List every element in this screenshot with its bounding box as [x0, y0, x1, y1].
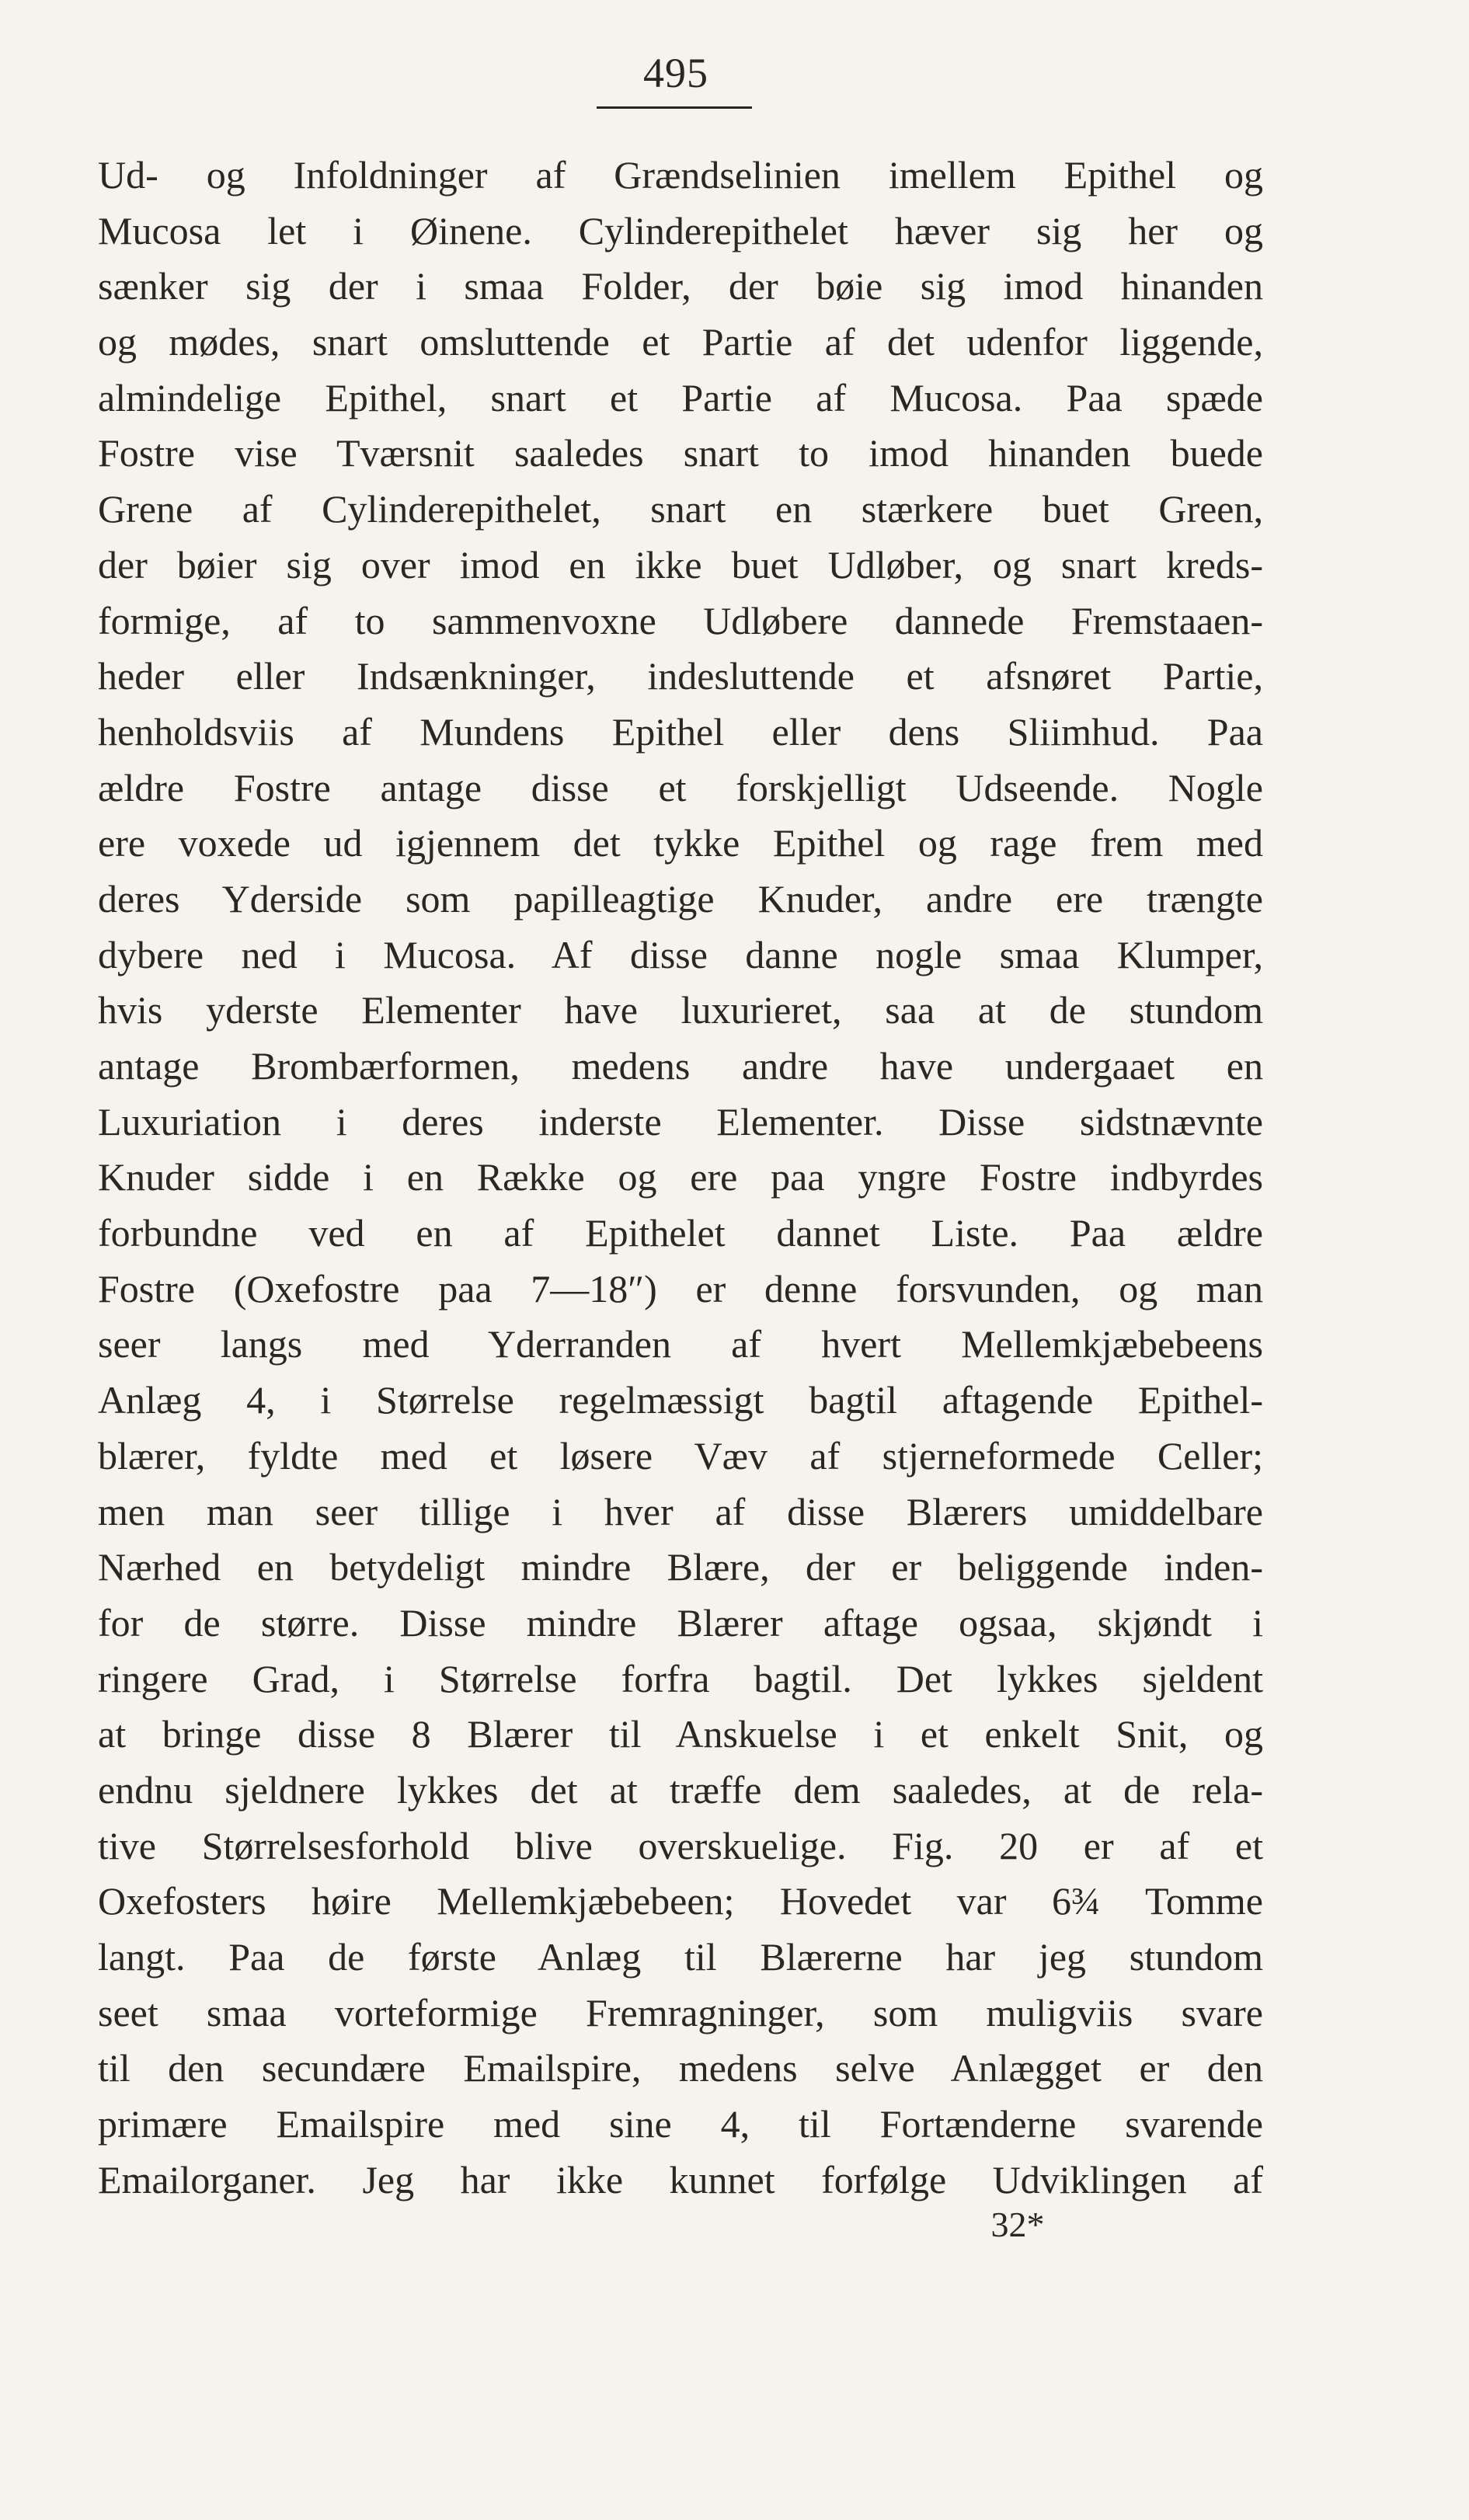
text-line: seet smaa vorteformige Fremragninger, som muligviis svare: [98, 1990, 1263, 2034]
text-line: der bøier sig over imod en ikke buet Udløber, og snart kreds-: [98, 542, 1263, 586]
text-line: Fostre (Oxefostre paa 7—18″) er denne forsvunden, og man: [98, 1266, 1263, 1310]
text-line: til den secundære Emailspire, medens selve Anlægget er den: [98, 2046, 1263, 2090]
page-number: 495: [643, 50, 708, 96]
text-line: henholdsviis af Mundens Epithel eller dens Sliimhud. Paa: [98, 709, 1263, 754]
signature-mark: 32*: [990, 2205, 1045, 2244]
text-line: for de større. Disse mindre Blærer aftage ogsaa, skjøndt i: [98, 1600, 1263, 1645]
text-line: Oxefosters høire Mellemkjæbebeen; Hovedet var 6¾ Tomme: [98, 1879, 1263, 1923]
text-line: primære Emailspire med sine 4, til Fortænderne svarende: [98, 2102, 1263, 2146]
text-line: Luxuriation i deres inderste Elementer. Disse sidstnævnte: [98, 1099, 1263, 1143]
text-line: blærer, fyldte med et løsere Væv af stjerneformede Celler;: [98, 1433, 1263, 1478]
text-line: men man seer tillige i hver af disse Blærers umiddelbare: [98, 1489, 1263, 1533]
text-line: Grene af Cylinderepithelet, snart en stærkere buet Green,: [98, 487, 1263, 531]
page-number-rule: [597, 106, 752, 109]
text-line: seer langs med Yderranden af hvert Mellemkjæbebeens: [98, 1322, 1263, 1366]
text-line: sænker sig der i smaa Folder, der bøie sig imod hinanden: [98, 264, 1263, 308]
text-line: ældre Fostre antage disse et forskjelligt Udseende. Nogle: [98, 765, 1263, 809]
text-line: almindelige Epithel, snart et Partie af Mucosa. Paa spæde: [98, 375, 1263, 419]
text-line: Anlæg 4, i Størrelse regelmæssigt bagtil aftagende Epithel-: [98, 1378, 1263, 1422]
text-line: Emailorganer. Jeg har ikke kunnet forfølge Udviklingen af: [98, 2157, 1263, 2202]
text-line: at bringe disse 8 Blærer til Anskuelse i et enkelt Snit, og: [98, 1712, 1263, 1756]
text-line: ere voxede ud igjennem det tykke Epithel og rage frem med: [98, 821, 1263, 865]
text-line: og mødes, snart omsluttende et Partie af det udenfor liggende,: [98, 320, 1263, 364]
body-text: [98, 148, 1263, 2208]
text-line: tive Størrelsesforhold blive overskuelige. Fig. 20 er af et: [98, 1823, 1263, 1867]
text-line: Mucosa let i Øinene. Cylinderepithelet hæver sig her og: [98, 208, 1263, 252]
text-line: deres Yderside som papilleagtige Knuder, andre ere trængte: [98, 876, 1263, 921]
text-line: Nærhed en betydeligt mindre Blære, der er beliggende inden-: [98, 1545, 1263, 1589]
text-line: formige, af to sammenvoxne Udløbere dannede Fremstaaen-: [98, 598, 1263, 642]
text-line: Ud- og Infoldninger af Grændselinien imellem Epithel og: [98, 153, 1263, 197]
text-line: Fostre vise Tværsnit saaledes snart to imod hinanden buede: [98, 431, 1263, 475]
text-line: ringere Grad, i Størrelse forfra bagtil. Det lykkes sjeldent: [98, 1656, 1263, 1700]
text-line: langt. Paa de første Anlæg til Blærerne har jeg stundom: [98, 1935, 1263, 1979]
text-line: dybere ned i Mucosa. Af disse danne nogle smaa Klumper,: [98, 932, 1263, 976]
text-line: forbundne ved en af Epithelet dannet Liste. Paa ældre: [98, 1211, 1263, 1255]
text-line: antage Brombærformen, medens andre have undergaaet en: [98, 1044, 1263, 1088]
text-line: hvis yderste Elementer have luxurieret, saa at de stundom: [98, 988, 1263, 1032]
text-line: heder eller Indsænkninger, indesluttende et afsnøret Partie,: [98, 654, 1263, 698]
text-line: Knuder sidde i en Række og ere paa yngre Fostre indbyrdes: [98, 1155, 1263, 1199]
text-line: endnu sjeldnere lykkes det at træffe dem saaledes, at de rela-: [98, 1767, 1263, 1812]
